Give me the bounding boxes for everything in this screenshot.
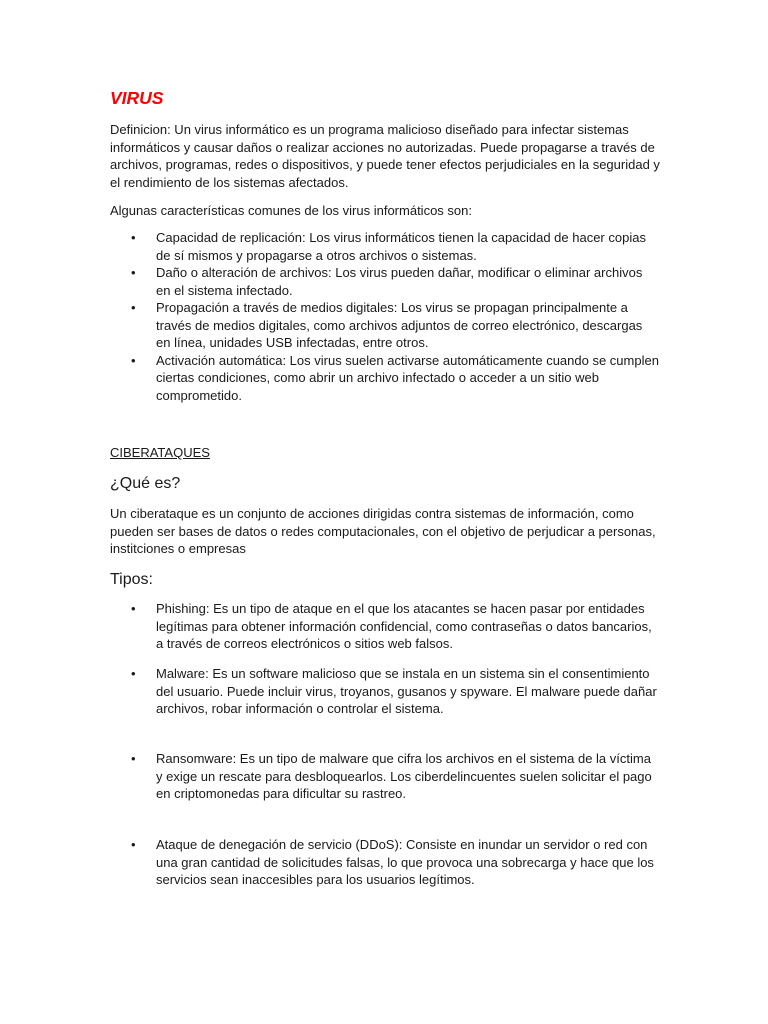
virus-intro: Algunas características comunes de los virus informáticos son: [110,203,472,218]
list-item [110,229,660,264]
list-item-text: Capacidad de replicación: Los virus informáticos tienen la capacidad de hacer copias de sí mismos y propagarse a otros archivos o sistemas. [156,230,646,263]
bullet-icon: • [131,751,136,766]
tipos-list [110,665,660,718]
list-item-text: Propagación a través de medios digitales: Los virus se propagan principalmente a través de medios digitales, como archivos adjuntos de correo electrónico, descargas en línea, unidades USB infectadas, entre otros. [156,300,643,350]
list-item [110,264,660,299]
ciberataque-definition: Un ciberataque es un conjunto de acciones dirigidas contra sistemas de información, como pueden ser bases de datos o redes computacionales, con el objetivo de perjudicar a personas, institciones o empresas [110,506,656,556]
virus-characteristics-list [110,229,660,404]
ciberataques-heading: CIBERATAQUES [110,445,210,460]
tipos-list [110,750,660,803]
bullet-icon: • [131,352,136,368]
list-item-text: Ransomware: Es un tipo de malware que cifra los archivos en el sistema de la víctima y exige un rescate para desbloquearlos. Los ciberdelincuentes suelen solicitar el pago en criptomonedas para dificultar su rastreo. [156,751,652,801]
list-item [110,750,660,803]
list-item [110,352,660,405]
que-es-heading: ¿Qué es? [110,475,181,492]
tipos-heading: Tipos: [110,571,153,588]
bullet-icon: • [131,265,136,280]
list-item-text: Daño o alteración de archivos: Los virus pueden dañar, modificar o eliminar archivos en el sistema infectado. [156,265,643,298]
bullet-icon: • [131,300,136,315]
bullet-icon: • [131,666,136,681]
list-item [110,665,660,718]
list-item-text: Phishing: Es un tipo de ataque en el que los atacantes se hacen pasar por entidades legítimas para obtener información confidencial, como contraseñas o datos bancarios, a través de correos electrónicos o sitios web falsos. [156,601,652,651]
list-item [110,299,660,352]
list-item [110,836,660,889]
tipos-list [110,836,660,889]
virus-title: VIRUS [110,88,164,108]
list-item-text: Activación automática: Los virus suelen activarse automáticamente cuando se cumplen ciertas condiciones, como abrir un archivo infectado o acceder a un sitio web comprometido. [156,352,659,403]
bullet-icon: • [131,230,136,245]
virus-definition: Definicion: Un virus informático es un programa malicioso diseñado para infectar sistemas informáticos y causar daños o realizar acciones no autorizadas. Puede propagarse a través de archivos, programas, redes o dispositivos, y puede tener efectos perjudiciales en la seguridad y el rendimiento de los sistemas afectados. [110,122,660,190]
list-item-text: Ataque de denegación de servicio (DDoS): Consiste en inundar un servidor o red con una gran cantidad de solicitudes falsas, lo que provoca una sobrecarga y hace que los servicios sean inaccesibles para los usuarios legítimos. [156,837,654,887]
tipos-list [110,600,660,653]
list-item-text: Malware: Es un software malicioso que se instala en un sistema sin el consentimiento del usuario. Puede incluir virus, troyanos, gusanos y spyware. El malware puede dañar archivos, robar información o controlar el sistema. [156,666,657,716]
bullet-icon: • [131,837,136,852]
bullet-icon: • [131,601,136,616]
list-item [110,600,660,653]
